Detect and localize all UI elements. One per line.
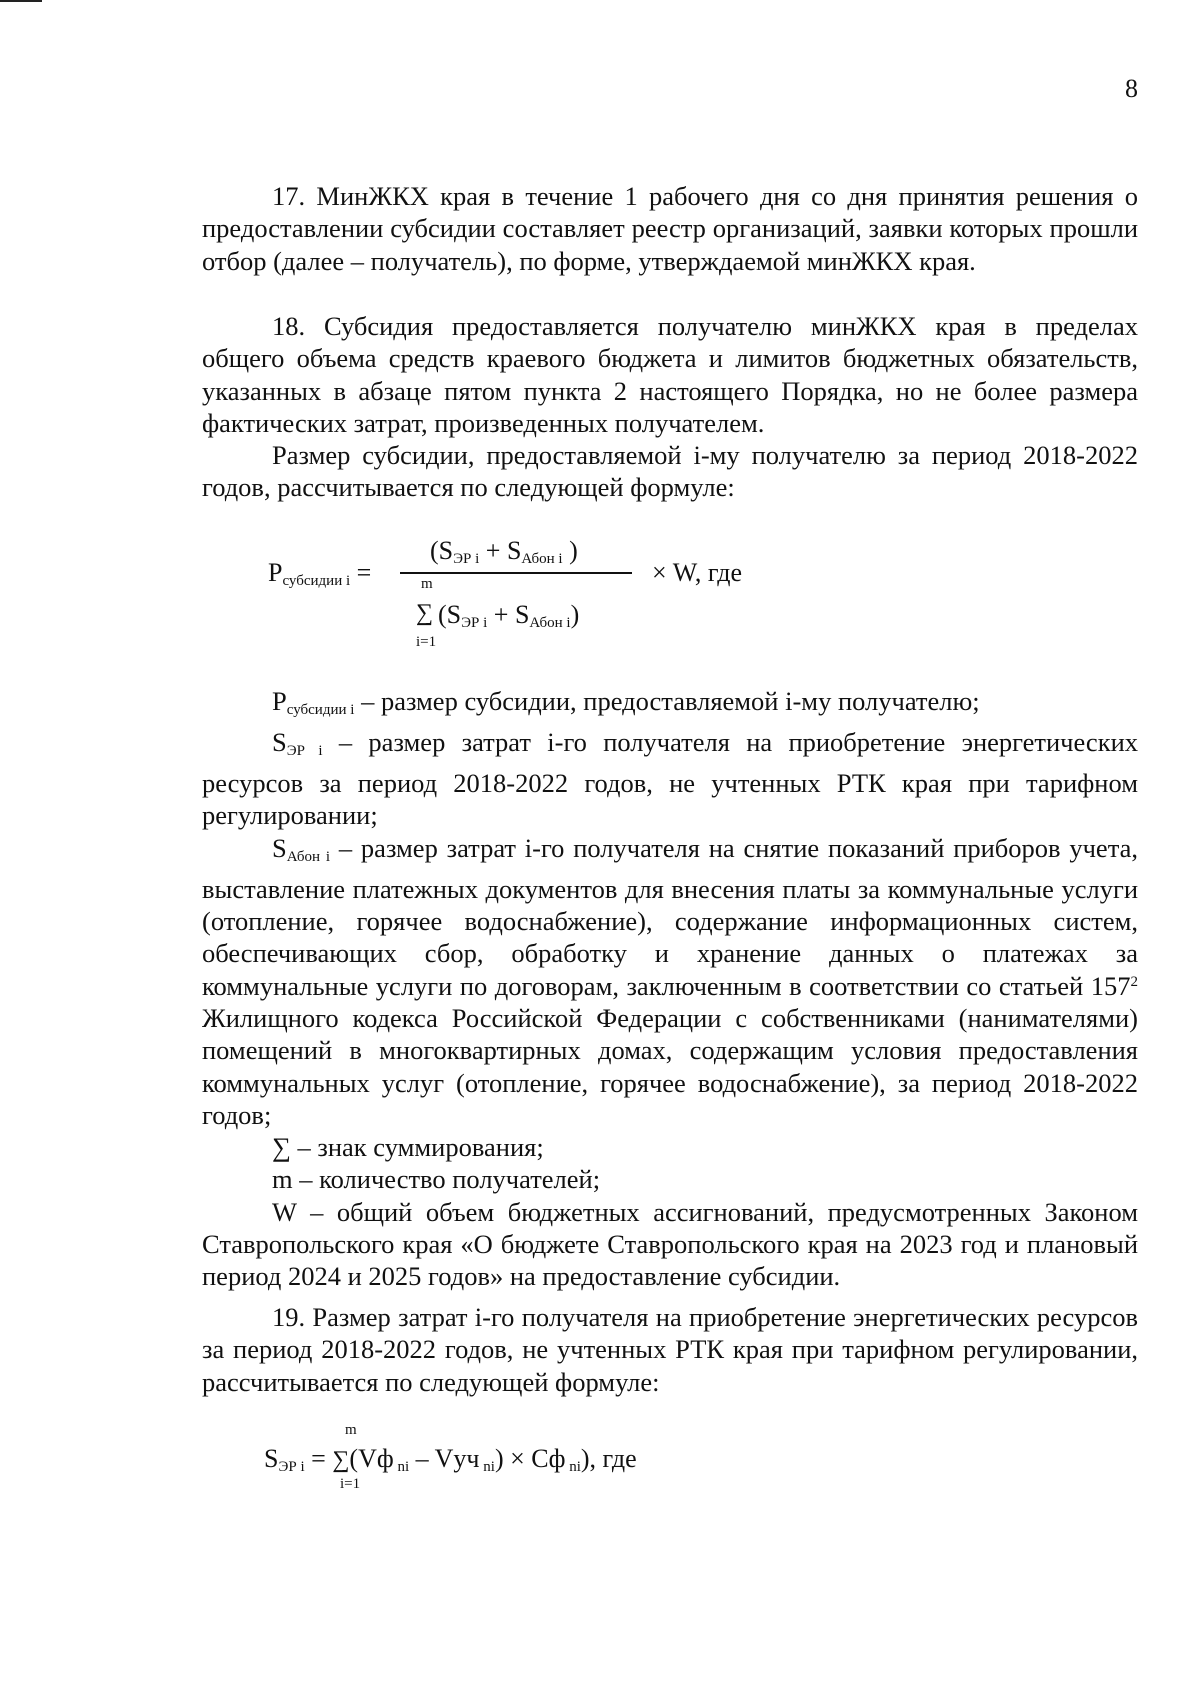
formula2-sum-bottom: i=1 [340,1476,361,1492]
formula2-sum-sign: ∑ [332,1447,350,1473]
formula1-lhs: $P_{субсидии i}$ = [268,558,372,589]
paragraph-18 [202,310,1138,504]
fraction-line [400,572,632,574]
definition-m: m – количество получателей; [272,1164,601,1195]
definition-w: W – общий объем бюджетных ассигнований, предусмотренных Законом Ставропольского края «О бюджете Ставропольского края на 2023 год и плановый период 2024 и 2025 годов» на предоставление субсидии. [202,1196,1138,1292]
definition-s-er: $S_{ЭР i}$ – размер затрат i-го получателя на приобретение энергетических ресурсов за период 2018-2022 годов, не учтенных РТК края при тарифном регулировании; [202,727,1138,831]
definitions [202,685,1138,1293]
corner-mark [0,0,42,2]
formula1-numerator: ($S_{ЭР i} + S_{Абон i}$ ) [430,536,578,567]
formula1-sum-sign: ∑ [416,600,434,626]
paragraph-17 [202,180,1138,277]
paragraph-19-text: 19. Размер затрат i-го получателя на приобретение энергетических ресурсов за период 2018-2022 годов, не учтенных РТК края при тарифном регулировании, рассчитывается по следующей формуле: [202,1302,1138,1397]
definition-sum-sign: ∑ – знак суммирования; [272,1132,544,1163]
formula2-expression: $S_{ЭР i} = \sum(Vф$ $_{ni}$ – Vуч $_{ni}$) × Cф $_{ni}$), где [264,1444,637,1475]
formula1-sum-bottom: i=1 [416,634,437,650]
paragraph-18-intro: Размер субсидии, предоставляемой i-му получателю за период 2018-2022 годов, рассчитывается по следующей формуле: [202,440,1138,503]
paragraph-18-text: 18. Субсидия предоставляется получателю минЖКХ края в пределах общего объема средств краевого бюджета и лимитов бюджетных обязательств, указанных в абзаце пятом пункта 2 настоящего Порядка, но не более размера фактических затрат, произведенных получателем. [202,311,1138,438]
formula1-denominator: $(S_{ЭР i} + S_{Абон i})$ [438,600,580,631]
definition-p-subsidy: $P_{субсидии i}$ – размер субсидии, предоставляемой i-му получателю; [272,686,980,718]
page-number: 8 [1125,74,1138,103]
formula1-tail: × W, где [652,558,742,587]
formula2-sum-top: m [345,1422,357,1438]
definition-s-abon: $S_{Абон i}$ – размер затрат i-го получателя на снятие показаний приборов учета, выставление платежных документов для внесения платы за коммунальные услуги (отопление, горячее водоснабжение), содержание информационных систем, обеспечивающих сбор, обработку и хранение данных о платежах за коммунальные услуги по договорам, заключенным в соответствии со статьей $157^2$ Жилищного кодекса Российской Федерации с собственниками (нанимателями) помещений в многоквартирных домах, содержащим условия предоставления коммунальных услуг (отопление, горячее водоснабжение), за период 2018-2022 годов; [202,832,1138,1130]
paragraph-17-text: 17. МинЖКХ края в течение 1 рабочего дня со дня принятия решения о предоставлении субсидии составляет реестр организаций, заявки которых прошли отбор (далее – получатель), по форме, утверждаемой минЖКХ края. [202,181,1138,276]
formula1-sum-top: m [421,576,433,592]
paragraph-19 [202,1301,1138,1398]
